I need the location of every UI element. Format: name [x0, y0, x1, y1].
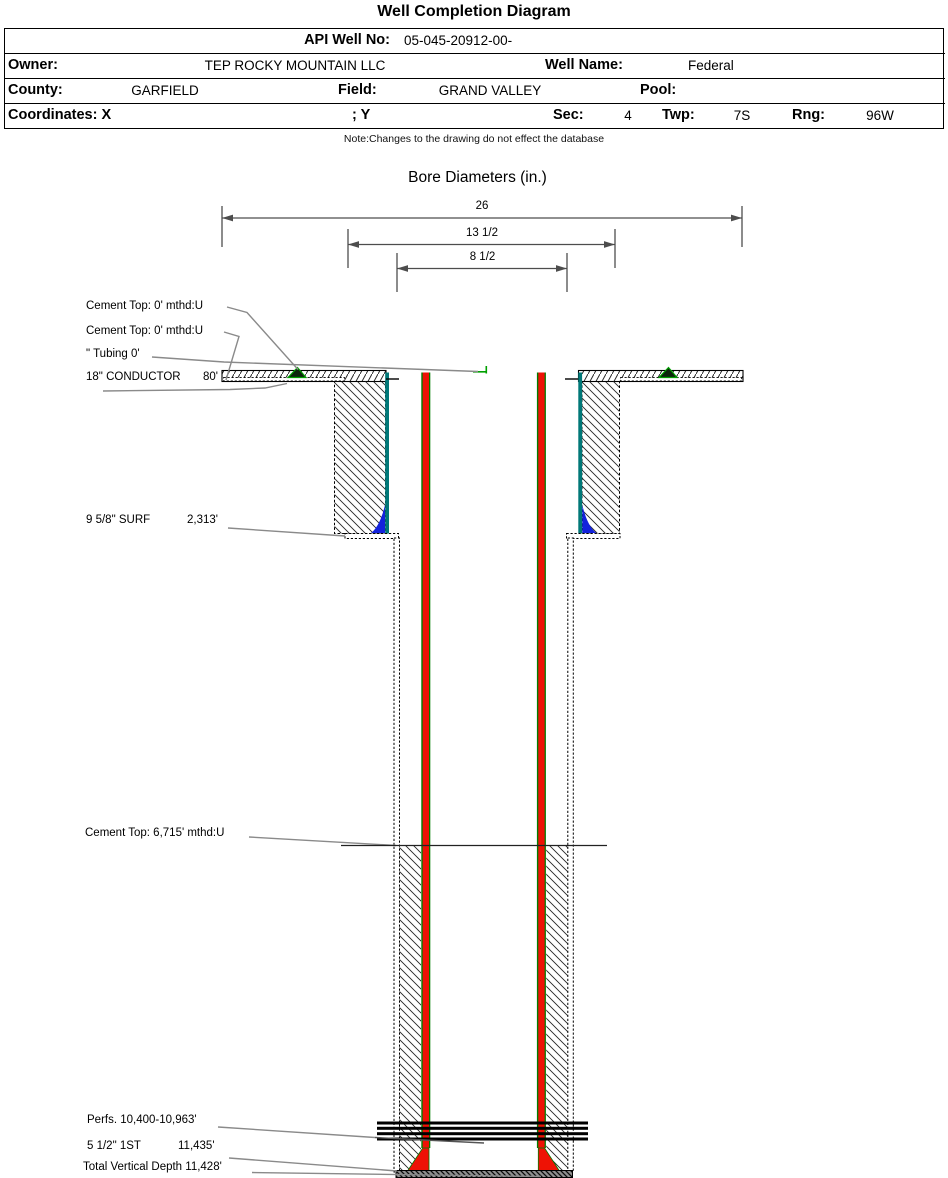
coordinates-label: Coordinates: X [8, 107, 112, 123]
shoe-step-left [345, 534, 399, 539]
county-value: GARFIELD [131, 83, 199, 98]
surface-casing-left [385, 373, 389, 534]
well-name-label: Well Name: [545, 57, 623, 73]
county-label: County: [8, 82, 63, 98]
tubing-hanger-tick [473, 366, 487, 374]
coordinates-y-label: ; Y [352, 107, 371, 123]
surface-cement-column-right [582, 382, 620, 534]
table-row-divider [4, 53, 945, 55]
pool-label: Pool: [640, 82, 677, 98]
leader-tubing [152, 357, 478, 372]
rng-value: 96W [866, 108, 894, 123]
borehole-wall-right [568, 538, 574, 1172]
api-well-no-value: 05-045-20912-00- [404, 33, 513, 48]
twp-value: 7S [733, 108, 751, 123]
conductor-label [86, 371, 218, 383]
api-well-no-label: API Well No: [304, 32, 390, 48]
leader-cement-top-production [249, 837, 396, 846]
shoe-step-right [567, 534, 621, 539]
owner-label: Owner: [8, 57, 58, 73]
field-value: GRAND VALLEY [438, 83, 542, 98]
total-vertical-depth-label: Total Vertical Depth 11,428' [83, 1161, 222, 1173]
production-casing-name: 5 1/2" 1ST [87, 1140, 141, 1152]
production-casing-label [87, 1140, 215, 1152]
surface-casing-right [578, 373, 582, 534]
bottom-plate [396, 1171, 573, 1178]
conductor-depth: 80' [203, 371, 218, 383]
database-note: Note:Changes to the drawing do not effect the database [343, 133, 605, 145]
sec-label: Sec: [553, 107, 584, 123]
leader-cement-top-conductor [227, 307, 298, 370]
well-name-value: Federal [688, 58, 734, 73]
table-row-divider [4, 78, 945, 80]
owner-value: TEP ROCKY MOUNTAIN LLC [204, 58, 386, 73]
surface-casing-label [86, 514, 218, 526]
cement-top-production-label: Cement Top: 6,715' mthd:U [85, 827, 225, 839]
dim-label-26: 26 [475, 200, 489, 212]
field-label: Field: [338, 82, 377, 98]
twp-label: Twp: [662, 107, 695, 123]
cement-top-conductor-label: Cement Top: 0' mthd:U [86, 300, 204, 312]
dim-label-13-half: 13 1/2 [466, 227, 498, 239]
table-row-divider [4, 103, 945, 105]
tubing-label: " Tubing 0' [86, 348, 140, 360]
production-casing-depth: 11,435' [178, 1140, 215, 1152]
leader-conductor [103, 384, 287, 392]
conductor-name: 18" CONDUCTOR [86, 371, 181, 383]
sec-value: 4 [624, 108, 632, 123]
leader-production-casing [229, 1158, 397, 1171]
leader-surface-casing [228, 528, 345, 536]
cement-top-surface-label: Cement Top: 0' mthd:U [86, 325, 204, 337]
rng-label: Rng: [792, 107, 826, 123]
perforations-label: Perfs. 10,400-10,963' [87, 1114, 197, 1126]
leader-lines [103, 307, 541, 1177]
leader-perforations [218, 1127, 375, 1138]
surface-cement-column-left [335, 382, 386, 534]
surface-casing-depth: 2,313' [187, 514, 218, 526]
borehole-wall-left [394, 538, 400, 1172]
page-title: Well Completion Diagram [377, 3, 571, 20]
surface-casing-name: 9 5/8" SURF [86, 514, 151, 526]
bore-diameters-title: Bore Diameters (in.) [408, 169, 547, 186]
dim-label-8-half: 8 1/2 [469, 251, 496, 263]
